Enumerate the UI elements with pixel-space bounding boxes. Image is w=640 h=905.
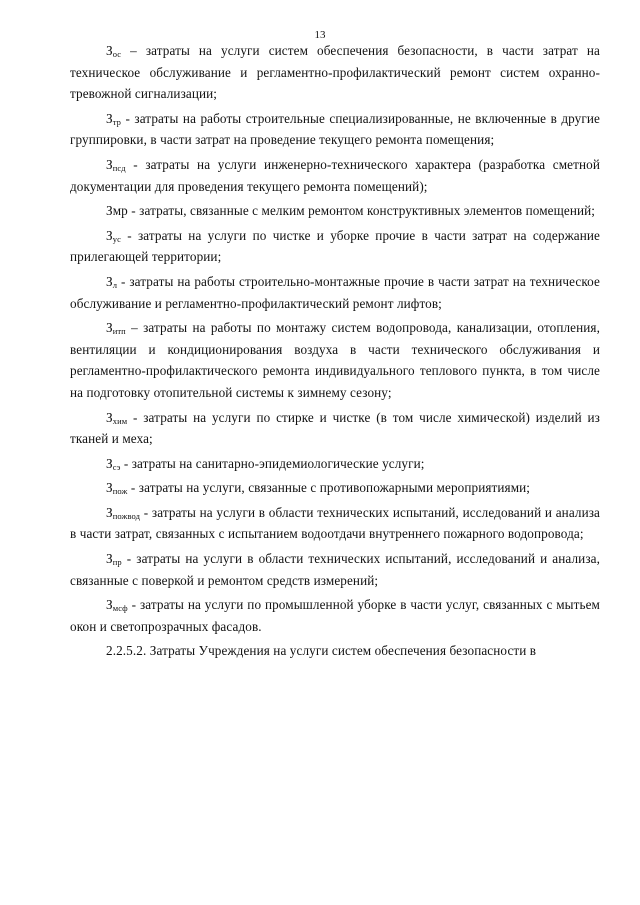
symbol: З [106,320,113,336]
symbol: З [106,156,113,172]
symbol: З [106,597,113,613]
document-body [70,40,600,662]
paragraph-text: - затраты на услуги по стирке и чистке (в том числе химической) изделий из тканей и меха; [70,409,600,447]
paragraph-z-pozh [70,477,600,499]
subscript: пр [112,557,122,568]
paragraph-section-2-2-5-2 [70,640,600,662]
paragraph-text: - затраты на услуги по промышленной уборке в части услуг, связанных с мытьем окон и светопрозрачных фасадов. [70,597,600,634]
subscript: пож [112,486,128,497]
symbol: З [106,43,113,58]
paragraph-z-os [70,40,600,105]
subscript: ос [112,49,122,59]
subscript: итп [112,326,126,337]
paragraph-z-se [70,453,600,475]
paragraph-text: - затраты на услуги инженерно-технического характера (разработка сметной документации для проведения текущего ремонта помещений); [70,156,600,194]
paragraph-text: - затраты на работы строительно-монтажные прочие в части затрат на техническое обслуживание и регламентно-профилактический ремонт лифтов; [70,273,600,311]
subscript: сэ [112,461,121,472]
paragraph-text: - затраты, связанные с мелким ремонтом конструктивных элементов помещений; [127,203,596,219]
symbol: Змр [106,203,128,219]
paragraph-z-tr [70,108,600,151]
paragraph-z-him [70,407,600,450]
subscript: ус [112,233,121,244]
subscript: мсф [112,603,128,614]
symbol: З [106,110,113,126]
paragraph-text: 2.2.5.2. Затраты Учреждения на услуги систем обеспечения безопасности в [106,643,537,659]
symbol: З [106,480,113,496]
paragraph-text: – затраты на услуги систем обеспечения безопасности, в части затрат на техническое обслуживание и регламентно-профилактический ремонт систем охранно-тревожной сигнализации; [70,43,600,102]
symbol: З [106,551,113,567]
subscript: тр [112,116,121,127]
paragraph-z-pr [70,548,600,591]
paragraph-z-psd [70,154,600,197]
paragraph-z-us [70,225,600,268]
symbol: З [106,455,113,471]
paragraph-text: – затраты на работы по монтажу систем водопровода, канализации, отопления, вентиляции и кондиционирования воздуха в части технического обслуживания и регламентно-профилактического ремонта индивидуального теплового пункта, в том числе на подготовку отопительной системы к зимнему сезону; [70,320,600,400]
symbol: З [106,273,113,289]
subscript: пожвод [112,510,141,521]
subscript: хим [112,415,128,426]
paragraph-text: - затраты на услуги, связанные с противопожарными мероприятиями; [127,480,531,496]
paragraph-text: - затраты на услуги в области технических испытаний, исследований и анализа, связанные с поверкой и ремонтом средств измерений; [70,551,600,588]
paragraph-text: - затраты на услуги в области технических испытаний, исследований и анализа в части затрат, связанных с испытанием водоотдачи внутреннего пожарного водопровода; [70,504,600,542]
subscript: л [112,279,118,290]
page-number: 13 [314,29,326,41]
subscript: псд [112,162,126,173]
symbol: З [106,227,113,243]
symbol: З [106,409,113,425]
paragraph-z-itp [70,317,600,403]
paragraph-text: - затраты на санитарно-эпидемиологические услуги; [120,455,425,471]
paragraph-z-pozhvod [70,502,600,545]
paragraph-z-l [70,271,600,314]
paragraph-z-mr [70,200,600,222]
paragraph-text: - затраты на работы строительные специализированные, не включенные в другие группировки, в части затрат на проведение текущего ремонта помещения; [70,110,600,148]
paragraph-z-msf [70,594,600,637]
symbol: З [106,504,113,520]
paragraph-text: - затраты на услуги по чистке и уборке прочие в части затрат на содержание прилегающей территории; [70,227,600,265]
